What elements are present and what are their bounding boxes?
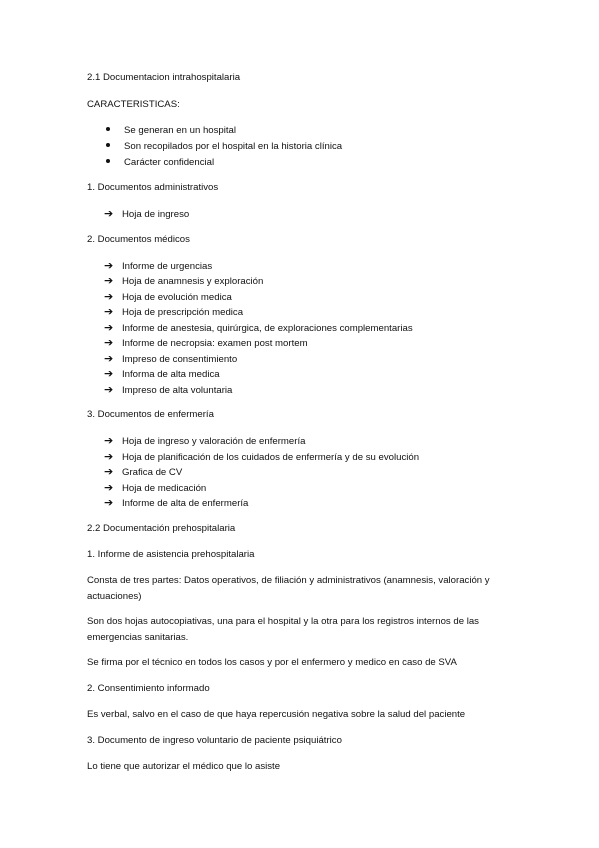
arrow-list-text: Hoja de ingreso y valoración de enfermería	[122, 436, 306, 448]
section-title-intrahospitalaria: 2.1 Documentacion intrahospitalaria	[87, 72, 241, 83]
arrow-right-icon: ➔	[104, 291, 114, 303]
arrow-right-icon: ➔	[104, 384, 114, 396]
arrow-list-item	[104, 466, 182, 479]
section-title-prehospitalaria: 2.2 Documentación prehospitalaria	[87, 523, 236, 534]
paragraph: Se firma por el técnico en todos los casos y por el enfermero y medico en caso de SVA	[87, 657, 457, 668]
heading-documentos-medicos: 2. Documentos médicos	[87, 234, 190, 245]
arrow-list-item	[104, 291, 232, 304]
bullet-item	[106, 141, 342, 152]
arrow-list-item	[104, 322, 413, 335]
arrow-list-text: Hoja de ingreso	[122, 209, 190, 221]
bullet-dot-icon	[106, 127, 110, 131]
bullet-item	[106, 125, 236, 136]
arrow-list-text: Impreso de consentimiento	[122, 354, 238, 366]
arrow-list-text: Hoja de anamnesis y exploración	[122, 276, 264, 288]
arrow-list-item	[104, 353, 237, 366]
arrow-list-text: Informe de necropsia: examen post mortem	[122, 338, 308, 350]
paragraph: Son dos hojas autocopiativas, una para el hospital y la otra para los registros internos de las emergencias sanitarias.	[87, 616, 479, 643]
arrow-list-item	[104, 482, 206, 495]
arrow-right-icon: ➔	[104, 368, 114, 380]
arrow-right-icon: ➔	[104, 466, 114, 478]
arrow-list-item	[104, 337, 308, 350]
arrow-right-icon: ➔	[104, 451, 114, 463]
arrow-list-text: Hoja de evolución medica	[122, 292, 232, 304]
arrow-list-text: Informa de alta medica	[122, 369, 220, 381]
arrow-right-icon: ➔	[104, 260, 114, 272]
bullet-text: Carácter confidencial	[124, 157, 215, 168]
heading-documentos-enfermeria: 3. Documentos de enfermería	[87, 409, 214, 420]
arrow-list-text: Impreso de alta voluntaria	[122, 385, 233, 397]
arrow-right-icon: ➔	[104, 322, 114, 334]
heading-consentimiento-informado: 2. Consentimiento informado	[87, 683, 210, 694]
arrow-right-icon: ➔	[104, 435, 114, 447]
arrow-list-item	[104, 306, 243, 319]
arrow-right-icon: ➔	[104, 482, 114, 494]
arrow-list-item	[104, 275, 263, 288]
arrow-right-icon: ➔	[104, 306, 114, 318]
arrow-right-icon: ➔	[104, 208, 114, 220]
arrow-list-text: Grafica de CV	[122, 467, 183, 479]
heading-ingreso-voluntario: 3. Documento de ingreso voluntario de paciente psiquiátrico	[87, 735, 342, 746]
arrow-right-icon: ➔	[104, 497, 114, 509]
arrow-list-item	[104, 368, 220, 381]
arrow-list-item	[104, 384, 232, 397]
bullet-item	[106, 157, 214, 168]
bullet-dot-icon	[106, 143, 110, 147]
heading-documentos-administrativos: 1. Documentos administrativos	[87, 182, 219, 193]
arrow-list-text: Informe de anestesia, quirúrgica, de exploraciones complementarias	[122, 323, 413, 335]
arrow-list-item	[104, 208, 189, 221]
arrow-right-icon: ➔	[104, 275, 114, 287]
paragraph: Lo tiene que autorizar el médico que lo asiste	[87, 761, 281, 772]
bullet-text: Son recopilados por el hospital en la historia clínica	[124, 141, 343, 152]
arrow-list-text: Hoja de medicación	[122, 483, 207, 495]
arrow-right-icon: ➔	[104, 337, 114, 349]
arrow-list-text: Hoja de planificación de los cuidados de enfermería y de su evolución	[122, 452, 420, 464]
arrow-list-item	[104, 497, 248, 510]
arrow-list-item	[104, 435, 305, 448]
arrow-list-item	[104, 260, 212, 273]
paragraph: Consta de tres partes: Datos operativos, de filiación y administrativos (anamnesis, valoración y actuaciones)	[87, 575, 490, 602]
arrow-list-text: Hoja de prescripción medica	[122, 307, 244, 319]
caracteristicas-label: CARACTERISTICAS:	[87, 99, 180, 110]
bullet-text: Se generan en un hospital	[124, 125, 237, 136]
heading-informe-asistencia: 1. Informe de asistencia prehospitalaria	[87, 549, 255, 560]
arrow-list-text: Informe de urgencias	[122, 261, 213, 273]
paragraph: Es verbal, salvo en el caso de que haya repercusión negativa sobre la salud del paciente	[87, 709, 466, 720]
arrow-list-text: Informe de alta de enfermería	[122, 498, 249, 510]
arrow-right-icon: ➔	[104, 353, 114, 365]
arrow-list-item	[104, 451, 419, 464]
bullet-dot-icon	[106, 159, 110, 163]
